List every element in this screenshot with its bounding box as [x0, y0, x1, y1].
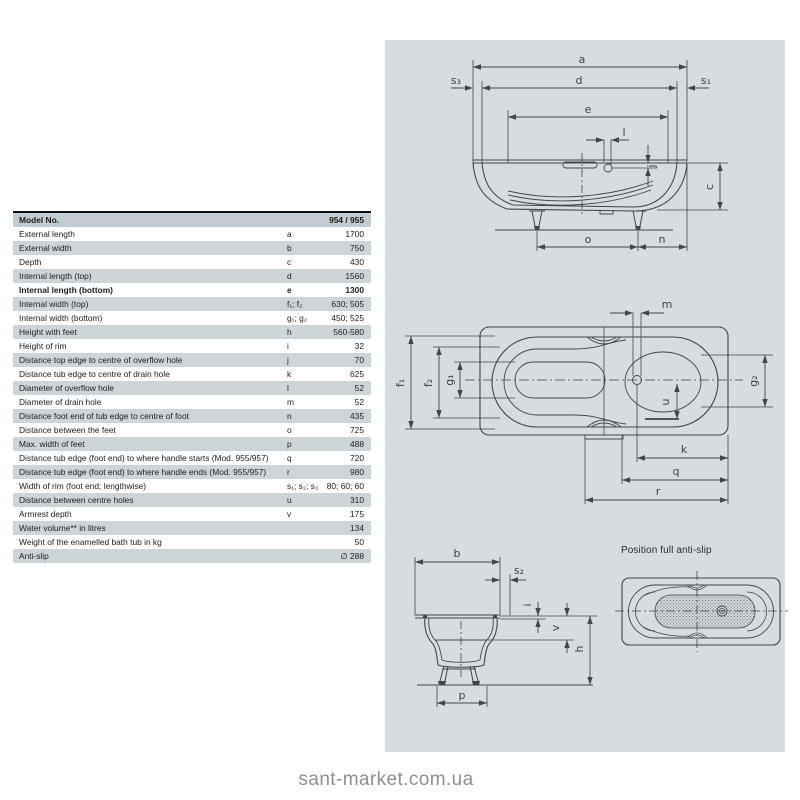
table-row: [13, 423, 371, 437]
dim-label-n: n: [658, 233, 666, 246]
spec-label: Distance tub edge (foot end) to where handle ends (Mod. 955/957): [19, 467, 267, 477]
table-row: [13, 507, 371, 521]
spec-label: Armrest depth: [19, 509, 72, 519]
spec-value: 1560: [345, 271, 364, 281]
spec-label: Height of rim: [19, 341, 67, 351]
dim-label-g2: g₂: [747, 375, 760, 387]
dim-label-o: o: [584, 233, 592, 246]
spec-symbol: m: [287, 397, 294, 407]
dim-label-s3: s₃: [450, 74, 462, 87]
spec-label: Internal width (top): [19, 299, 89, 309]
dim-label-s2: s₂: [513, 564, 525, 577]
table-row: [13, 241, 371, 255]
spec-symbol: [285, 521, 323, 535]
spec-value: 310: [350, 495, 364, 505]
dim-label-s1: s₁: [700, 74, 712, 87]
table-row: [13, 367, 371, 381]
spec-symbol: [285, 549, 323, 563]
spec-symbol: r: [287, 467, 290, 477]
spec-label: External width: [19, 243, 72, 253]
table-row: [13, 451, 371, 465]
spec-value: 630; 505: [331, 299, 364, 309]
table-row: [13, 325, 371, 339]
spec-symbol: u: [287, 495, 292, 505]
drawing-panel: [385, 40, 785, 752]
spec-symbol: d: [287, 271, 292, 281]
model-no-value: 954 / 955: [329, 215, 364, 225]
dim-label-b: b: [453, 547, 461, 560]
spec-symbol: n: [287, 411, 292, 421]
spec-symbol: o: [287, 425, 292, 435]
spec-value: 750: [350, 243, 364, 253]
dim-label-i: i: [521, 603, 534, 607]
end-view-drawing: [400, 545, 610, 745]
spec-value: 450; 525: [331, 313, 364, 323]
dim-label-e: e: [584, 103, 592, 116]
spec-label: Internal length (bottom): [19, 285, 113, 295]
dim-label-h: h: [573, 645, 586, 653]
spec-value: 980: [350, 467, 364, 477]
dim-label-u: u: [659, 398, 672, 406]
dim-label-g1: g₁: [443, 374, 456, 386]
spec-label: Distance foot end of tub edge to centre of foot: [19, 411, 189, 421]
table-row: [13, 493, 371, 507]
antislip-title: Position full anti-slip: [621, 545, 712, 556]
spec-value: 70: [354, 355, 364, 365]
dim-label-k: k: [680, 443, 688, 456]
dim-label-a: a: [578, 53, 586, 66]
dim-label-v: v: [549, 624, 562, 632]
table-row: [13, 437, 371, 451]
spec-value: 560-580: [333, 327, 364, 337]
spec-value: 430: [350, 257, 364, 267]
spec-symbol: j: [287, 355, 289, 365]
dim-label-l: l: [622, 126, 626, 139]
model-no-label: Model No.: [19, 215, 60, 225]
spec-label: Internal length (top): [19, 271, 92, 281]
spec-label: Width of rim (foot end; lengthwise): [19, 481, 147, 491]
dim-label-d: d: [575, 74, 583, 87]
table-row: [13, 465, 371, 479]
spec-value: 80; 60; 60: [326, 481, 364, 491]
spec-label: Distance top edge to centre of overflow hole: [19, 355, 183, 365]
spec-symbol: k: [287, 369, 292, 379]
dim-label-m: m: [661, 298, 673, 311]
spec-symbol: g₁; g₂: [287, 313, 308, 323]
dim-label-f1: f₁: [394, 378, 407, 388]
dim-label-q: q: [672, 465, 680, 478]
spec-value: 175: [350, 509, 364, 519]
spec-value: 725: [350, 425, 364, 435]
spec-label: Diameter of overflow hole: [19, 383, 114, 393]
spec-value: 52: [354, 397, 364, 407]
spec-label: Height with feet: [19, 327, 77, 337]
table-row: [13, 339, 371, 353]
spec-value: 720: [350, 453, 364, 463]
spec-label: Distance between the feet: [19, 425, 116, 435]
table-row: [13, 297, 371, 311]
table-row: [13, 283, 371, 297]
spec-value: 625: [350, 369, 364, 379]
table-row: [13, 409, 371, 423]
antislip-drawing: [615, 558, 788, 663]
dim-label-f2: f₂: [422, 378, 435, 388]
plan-view-drawing: [395, 288, 785, 520]
spec-value: ∅ 288: [340, 551, 364, 561]
table-row: [13, 479, 371, 493]
spec-value: 32: [354, 341, 364, 351]
spec-symbol: c: [287, 257, 292, 267]
table-row: [13, 269, 371, 283]
spec-symbol: p: [287, 439, 292, 449]
side-view-drawing: [395, 45, 785, 265]
spec-symbol: s₁; s₂; s₃: [287, 481, 319, 491]
spec-label: Internal width (bottom): [19, 313, 103, 323]
spec-label: Distance between centre holes: [19, 495, 134, 505]
spec-symbol: i: [287, 341, 289, 351]
spec-symbol: [285, 535, 323, 549]
spec-label: Depth: [19, 257, 42, 267]
spec-table: [13, 211, 371, 563]
model-no-symbol: [285, 212, 323, 227]
dim-label-c: c: [703, 183, 716, 191]
spec-label: External length: [19, 229, 75, 239]
table-row: [13, 535, 371, 549]
table-row: [13, 255, 371, 269]
spec-value: 1700: [345, 229, 364, 239]
dim-label-p: p: [458, 689, 466, 702]
spec-label: Weight of the enamelled bath tub in kg: [19, 537, 162, 547]
table-row: [13, 311, 371, 325]
table-row: [13, 549, 371, 563]
table-row: [13, 227, 371, 241]
dim-label-j: j: [645, 164, 658, 168]
spec-label: Distance tub edge to centre of drain hole: [19, 369, 170, 379]
spec-value: 488: [350, 439, 364, 449]
spec-symbol: e: [287, 285, 292, 295]
spec-symbol: f₁; f₂: [287, 299, 303, 309]
spec-label: Water volume** in litres: [19, 523, 106, 533]
spec-label: Distance tub edge (foot end) to where handle starts (Mod. 955/957): [19, 453, 269, 463]
table-row: [13, 353, 371, 367]
spec-value: 134: [350, 523, 364, 533]
table-row: [13, 395, 371, 409]
spec-value: 50: [354, 537, 364, 547]
table-row: [13, 521, 371, 535]
spec-symbol: l: [287, 383, 289, 393]
spec-symbol: v: [287, 509, 292, 519]
spec-symbol: a: [287, 229, 292, 239]
table-header-row: [13, 212, 371, 227]
table-row: [13, 381, 371, 395]
spec-symbol: b: [287, 243, 292, 253]
spec-value: 1300: [345, 285, 364, 295]
spec-symbol: h: [287, 327, 292, 337]
spec-label: Diameter of drain hole: [19, 397, 102, 407]
spec-value: 52: [354, 383, 364, 393]
spec-label: Anti-slip: [19, 551, 49, 561]
spec-label: Max. width of feet: [19, 439, 85, 449]
watermark-text: sant-market.com.ua: [298, 769, 474, 790]
spec-value: 435: [350, 411, 364, 421]
dim-label-r: r: [655, 485, 661, 498]
spec-symbol: q: [287, 453, 292, 463]
